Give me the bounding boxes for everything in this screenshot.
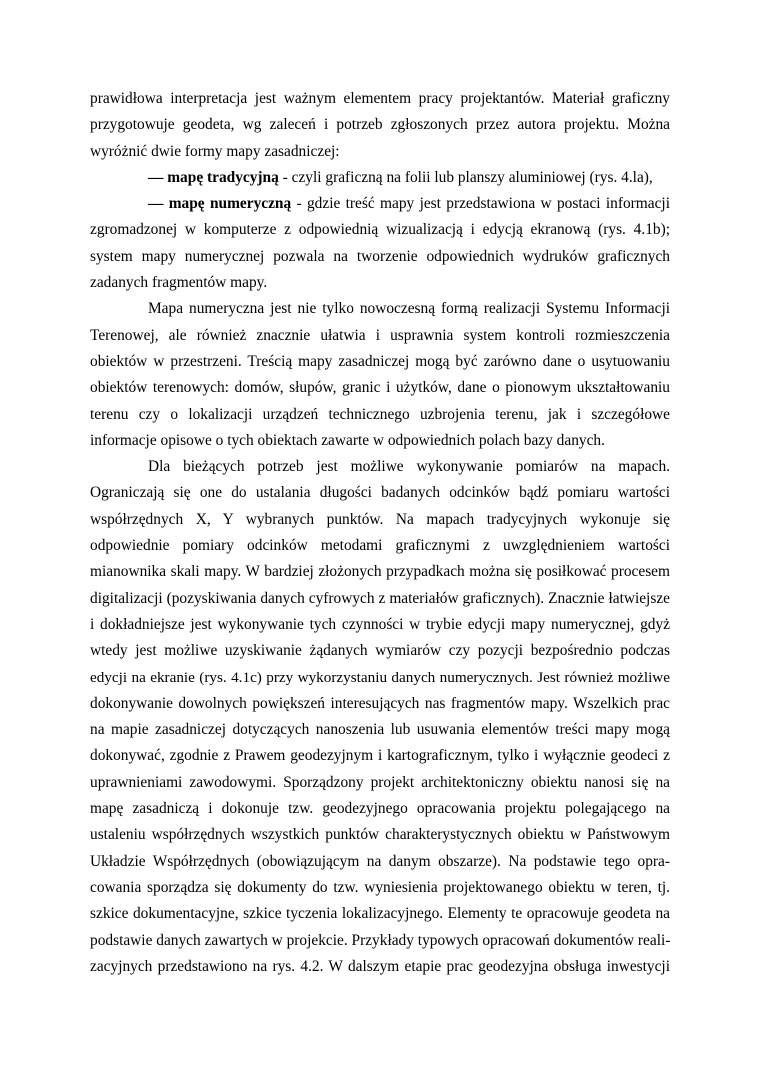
- text-line: Ograniczają się one do ustalania długości badanych odcinków bądź pomiaru wartości: [90, 484, 670, 502]
- text-line: Mapa numeryczna jest nie tylko nowoczesną formą realizacji Systemu Informacji: [148, 300, 670, 318]
- text-line: ustaleniu współrzędnych wszystkich punktów charakterystycznych obiektu w Państwowym: [90, 826, 670, 844]
- text-line: dokonywanie dowolnych powiększeń interesujących nas fragmentów mapy. Wszelkich prac: [90, 694, 670, 712]
- text-line: wyróżnić dwie formy mapy zasadniczej:: [90, 142, 340, 160]
- text-line: przygotowuje geodeta, wg zaleceń i potrzeb zgłoszonych przez autora projektu. Można: [90, 116, 670, 134]
- text-line: zgromadzonej w komputerze z odpowiednią wizualizacją i edycją ekranową (rys. 4.1b);: [90, 221, 670, 239]
- text-line: informacje opisowe o tych obiektach zawarte w odpowiednich polach bazy danych.: [90, 431, 605, 449]
- text-line: obiektów w przestrzeni. Treścią mapy zasadniczej mogą być zarówno dane o usytuowaniu: [90, 352, 670, 370]
- text-line: edycji na ekranie (rys. 4.1c) przy wykorzystaniu danych numerycznych. Jest również możliwe: [90, 668, 670, 686]
- text-line: digitalizacji (pozyskiwania danych cyfrowych z materiałów graficznych). Znacznie łatwiejsze: [90, 589, 670, 607]
- text-line: szkice dokumentacyjne, szkice tyczenia lokalizacyjnego. Elementy te opracowuje geodeta na: [90, 905, 670, 923]
- text-line: Dla bieżących potrzeb jest możliwe wykonywanie pomiarów na mapach.: [148, 458, 670, 476]
- text-line: zacyjnych przedstawiono na rys. 4.2. W dalszym etapie prac geodezyjna obsługa inwestycji: [90, 957, 670, 975]
- text-line: obiektów terenowych: domów, słupów, granic i użytków, dane o pionowym ukształtowaniu: [90, 379, 670, 397]
- text-line: system mapy numerycznej pozwala na tworzenie odpowiednich wydruków graficznych: [90, 247, 670, 265]
- text-line: uprawnieniami zawodowymi. Sporządzony projekt architektoniczny obiektu nanosi się na: [90, 773, 670, 791]
- text-line: i dokładniejsze jest wykonywanie tych czynności w trybie edycji mapy numerycznej, gdyż: [90, 615, 670, 633]
- text-line: podstawie danych zawartych w projekcie. Przykłady typowych opracowań dokumentów reali-: [90, 931, 671, 949]
- text-line: odpowiednie pomiary odcinków metodami graficznymi z uwzględnieniem wartości: [90, 537, 670, 555]
- definition-traditional-map: - czyli graficzną na folii lub planszy aluminiowej (rys. 4.la),: [278, 168, 653, 186]
- list-item-traditional-map: [90, 165, 670, 191]
- text-line: Terenowej, ale również znacznie ułatwia i usprawnia system kontroli rozmieszczenia: [90, 326, 670, 344]
- text-line: dokonywać, zgodnie z Prawem geodezyjnym i kartograficznym, tylko i wyłącznie geodeci z: [90, 747, 670, 765]
- term-numeric-map: — mapę numeryczną: [148, 195, 292, 213]
- text-line: mianownika skali mapy. W bardziej złożonych przypadkach można się posiłkować procesem: [90, 563, 670, 581]
- text-line: zadanych fragmentów mapy.: [90, 274, 268, 292]
- text-line: prawidłowa interpretacja jest ważnym elementem pracy projektantów. Materiał graficzny: [90, 90, 670, 107]
- text-line: wtedy jest możliwe uzyskiwanie żądanych wymiarów czy pozycji bezpośrednio podczas: [90, 642, 670, 660]
- definition-numeric-map: - gdzie treść mapy jest przedstawiona w postaci informacji: [291, 195, 670, 213]
- text-line: Układzie Współrzędnych (obowiązującym na danym obszarze). Na podstawie tego opra-: [90, 852, 670, 870]
- text-line: terenu czy o lokalizacji urządzeń technicznego uzbrojenia terenu, jak i szczegółowe: [90, 405, 670, 423]
- text-line: na mapie zasadniczej dotyczących nanoszenia lub usuwania elementów treści mapy mogą: [90, 721, 670, 739]
- list-item-numeric-map: [90, 191, 670, 217]
- term-traditional-map: — mapę tradycyjną: [148, 168, 279, 186]
- body-text: [90, 86, 670, 980]
- text-line: współrzędnych X, Y wybranych punktów. Na mapach tradycyjnych wykonuje się: [90, 510, 670, 528]
- text-line: mapę zasadniczą i dokonuje tzw. geodezyjnego opracowania projektu polegającego na: [90, 800, 670, 818]
- text-line: cowania sporządza się dokumenty do tzw. wyniesienia projektowanego obiektu w teren, tj.: [90, 878, 670, 896]
